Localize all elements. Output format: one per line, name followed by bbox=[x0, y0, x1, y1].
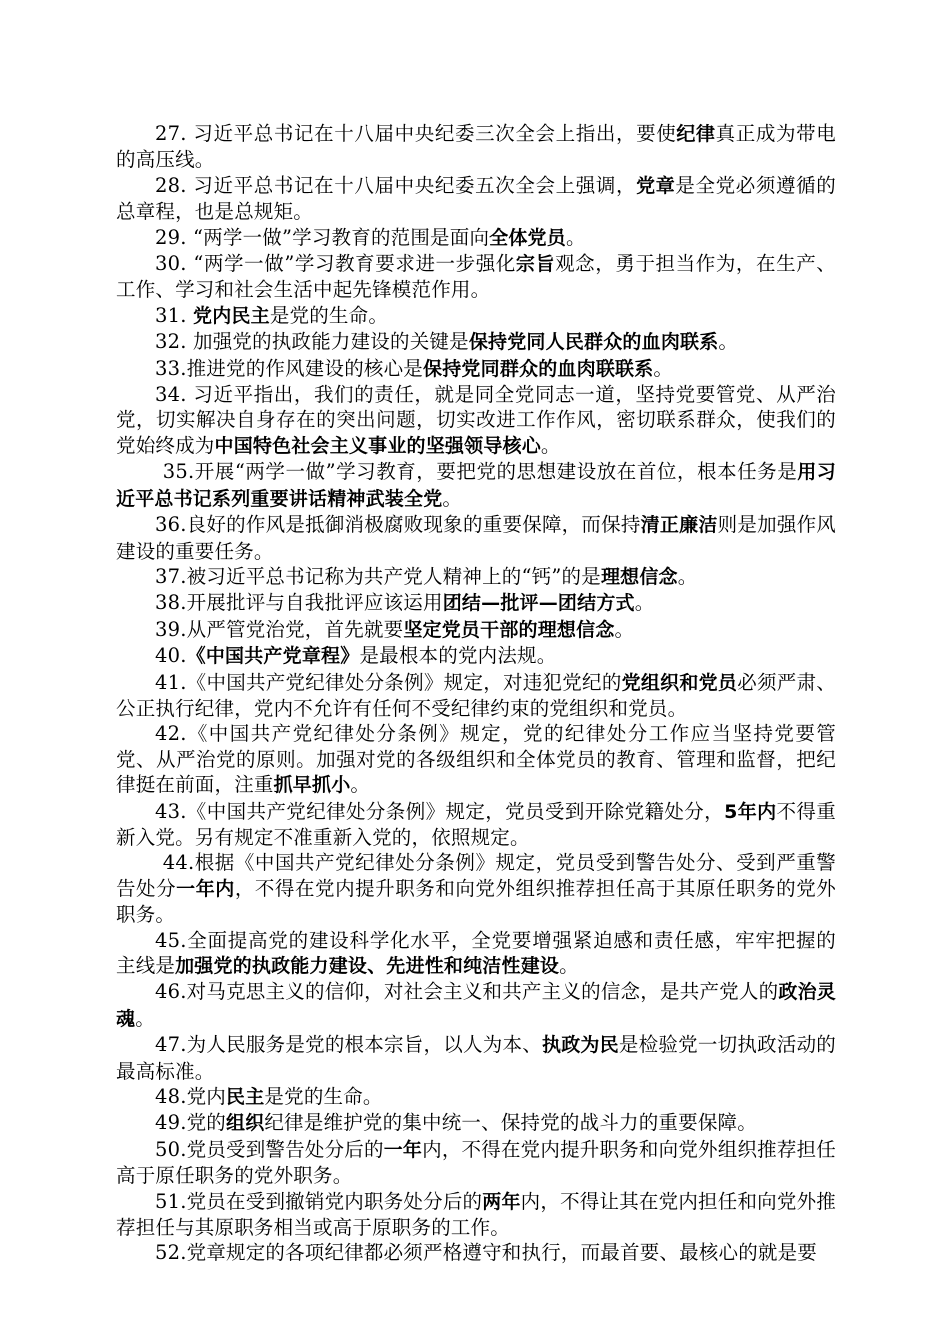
answer-keyword: 5年内 bbox=[724, 800, 777, 823]
question-text: 43.《中国共产党纪律处分条例》规定，党员受到开除党籍处分， bbox=[155, 799, 725, 823]
answer-keyword: 《中国共产党章程》 bbox=[186, 645, 360, 668]
question-text: 44.根据《中国共产党纪律处分条例》规定，党员受到警告处分、受到严重警告处分 bbox=[116, 851, 836, 900]
answer-keyword: 两年 bbox=[482, 1190, 521, 1213]
question-item bbox=[116, 329, 836, 355]
question-item bbox=[116, 564, 836, 590]
question-text: 34. 习近平指出，我们的责任，就是同全党同志一道，坚持党要管党、从严治党，切实解决自身存在的突出问题，切实改进工作作风，密切联系群众，使我们的党始终成为 bbox=[116, 383, 836, 457]
question-text: 37.被习近平总书记称为共产党人精神上的“钙”的是 bbox=[155, 564, 601, 588]
question-item bbox=[116, 1084, 836, 1110]
question-item bbox=[116, 225, 836, 251]
question-text: 观念，勇于担当作为，在生产、工作、学习和社会生活中起先锋模范作用。 bbox=[116, 252, 836, 302]
question-text: 内，不得在党内提升职务和向党外组织推荐担任高于原任职务的党外职务。 bbox=[116, 1137, 836, 1188]
question-item bbox=[116, 303, 836, 329]
answer-keyword: 用习近平总书记系列重要讲话精神武装全党 bbox=[116, 461, 837, 510]
answer-keyword: 党章 bbox=[636, 174, 676, 197]
question-text: 是最根本的党内法规。 bbox=[359, 644, 557, 668]
question-text: 。 bbox=[718, 330, 739, 354]
question-text: 27. 习近平总书记在十八届中央纪委三次全会上指出，要使 bbox=[155, 122, 677, 145]
answer-keyword: 团结—批评—团结方式 bbox=[442, 592, 635, 615]
question-item bbox=[116, 979, 836, 1032]
question-text: 46.对马克思主义的信仰，对社会主义和共产主义的信念，是共产党人的 bbox=[155, 980, 779, 1004]
question-text: 32. 加强党的执政能力建设的关键是 bbox=[155, 330, 469, 354]
question-text: 29. “两学一做”学习教育的范围是面向 bbox=[155, 225, 490, 249]
answer-keyword: 清正廉洁 bbox=[640, 514, 718, 537]
answer-keyword: 坚定党员干部的理想信念 bbox=[403, 618, 615, 641]
answer-keyword: 保持党同人民群众的血肉联系 bbox=[468, 331, 719, 354]
question-item bbox=[116, 928, 836, 980]
question-text: 39.从严管党治党，首先就要 bbox=[155, 617, 404, 641]
question-text: 40. bbox=[155, 644, 187, 668]
answer-keyword: 宗旨 bbox=[515, 253, 556, 276]
question-text: 则是加强作风建设的重要任务。 bbox=[116, 513, 837, 563]
answer-keyword: 抓早抓小 bbox=[273, 774, 351, 797]
question-text: 52.党章规定的各项纪律都必须严格遵守和执行，而最首要、最核心的就是要 bbox=[155, 1241, 818, 1265]
question-text: 49.党的 bbox=[155, 1111, 227, 1135]
question-text: 42.《中国共产党纪律处分条例》规定，党的纪律处分工作应当坚持党要管党、从严治党的原则。加强对党的各级组织和全体党员的教育、管理和监督，把纪律挺在前面，注重 bbox=[116, 722, 836, 797]
question-text: ，不得在党内提升职务和向党外组织推荐担任高于其原任职务的党外职务。 bbox=[116, 876, 836, 927]
question-text: 28. 习近平总书记在十八届中央纪委五次全会上强调， bbox=[155, 173, 637, 197]
question-text: 。 bbox=[442, 486, 463, 510]
question-text: 。 bbox=[614, 617, 635, 641]
question-item bbox=[116, 590, 836, 616]
answer-keyword: 保持党同群众的血肉联联系 bbox=[423, 357, 654, 380]
question-text: 48.党内 bbox=[155, 1085, 227, 1109]
question-text: 是党的生命。 bbox=[264, 1085, 383, 1109]
question-item bbox=[116, 251, 836, 303]
question-item bbox=[116, 799, 836, 851]
question-text: 45.全面提高党的建设科学化水平，全党要增强紧迫感和责任感，牢牢把握的主线是 bbox=[116, 928, 836, 977]
answer-keyword: 一年 bbox=[383, 1138, 423, 1161]
question-text: 是检验党一切执政活动的最高标准。 bbox=[116, 1033, 837, 1083]
answer-keyword: 中国特色社会主义事业的坚强领导核心 bbox=[214, 434, 541, 457]
question-item bbox=[116, 721, 836, 798]
answer-keyword: 政治灵魂 bbox=[116, 981, 836, 1030]
question-text: 不得重新入党。另有规定不准重新入党的，依照规定。 bbox=[116, 799, 836, 849]
question-text: 真正成为带电的高压线。 bbox=[116, 122, 836, 172]
document-body bbox=[116, 121, 836, 1266]
question-text: 47.为人民服务是党的根本宗旨，以人为本、 bbox=[155, 1033, 542, 1057]
answer-keyword: 加强党的执政能力建设、先进性和纯洁性建设 bbox=[175, 955, 560, 977]
question-item bbox=[116, 1189, 836, 1241]
question-text: 41.《中国共产党纪律处分条例》规定，对违犯党纪的 bbox=[155, 670, 622, 694]
question-item bbox=[116, 1110, 836, 1136]
answer-keyword: 党内民主 bbox=[193, 304, 270, 327]
answer-keyword: 组织 bbox=[226, 1112, 265, 1135]
question-item bbox=[116, 1240, 836, 1265]
question-text: 。 bbox=[540, 433, 561, 457]
question-item bbox=[116, 670, 836, 722]
question-text: 内，不得让其在党内担任和向党外推荐担任与其原职务相当或高于原职务的工作。 bbox=[116, 1189, 836, 1240]
question-item bbox=[116, 459, 836, 512]
question-text: 30. “两学一做”学习教育要求进一步强化 bbox=[155, 252, 516, 276]
question-text: 33.推进党的作风建设的核心是 bbox=[155, 356, 424, 380]
question-item bbox=[116, 850, 836, 927]
question-text: 。 bbox=[677, 564, 698, 588]
answer-keyword: 一年内 bbox=[176, 877, 235, 900]
answer-keyword: 执政为民 bbox=[541, 1034, 619, 1057]
question-item bbox=[116, 356, 836, 382]
question-item bbox=[116, 1032, 836, 1084]
question-item bbox=[116, 121, 836, 173]
question-text: 纪律是维护党的集中统一、保持党的战斗力的重要保障。 bbox=[264, 1111, 757, 1135]
question-text: 31. bbox=[155, 303, 194, 327]
question-item bbox=[116, 1137, 836, 1189]
question-text: 。 bbox=[653, 356, 674, 380]
question-text: 38.开展批评与自我批评应该运用 bbox=[155, 591, 443, 615]
question-text: 。 bbox=[135, 1006, 155, 1030]
question-text: 是全党必须遵循的总章程，也是总规矩。 bbox=[116, 173, 836, 224]
question-text: 51.党员在受到撤销党内职务处分后的 bbox=[155, 1189, 483, 1213]
answer-keyword: 民主 bbox=[226, 1086, 265, 1109]
question-text: 。 bbox=[565, 225, 586, 249]
question-item bbox=[116, 643, 836, 669]
question-item bbox=[116, 512, 836, 564]
question-text: 。 bbox=[634, 591, 655, 615]
question-text: 。 bbox=[559, 954, 579, 977]
answer-keyword: 党组织和党员 bbox=[621, 671, 738, 694]
question-item bbox=[116, 173, 836, 225]
question-text: 35.开展“两学一做”学习教育，要把党的思想建设放在首位，根本任务是 bbox=[162, 460, 798, 484]
answer-keyword: 理想信念 bbox=[600, 565, 678, 588]
question-text: 36.良好的作风是抵御消极腐败现象的重要保障，而保持 bbox=[155, 513, 641, 537]
question-text: 。 bbox=[350, 773, 371, 797]
question-item bbox=[116, 382, 836, 459]
question-text: 必须严肃、公正执行纪律，党内不允许有任何不受纪律约束的党组织和党员。 bbox=[116, 670, 836, 720]
question-text: 50.党员受到警告处分后的 bbox=[155, 1137, 384, 1161]
question-item bbox=[116, 617, 836, 643]
question-text: 是党的生命。 bbox=[269, 303, 389, 327]
answer-keyword: 纪律 bbox=[676, 123, 716, 145]
answer-keyword: 全体党员 bbox=[489, 226, 566, 249]
